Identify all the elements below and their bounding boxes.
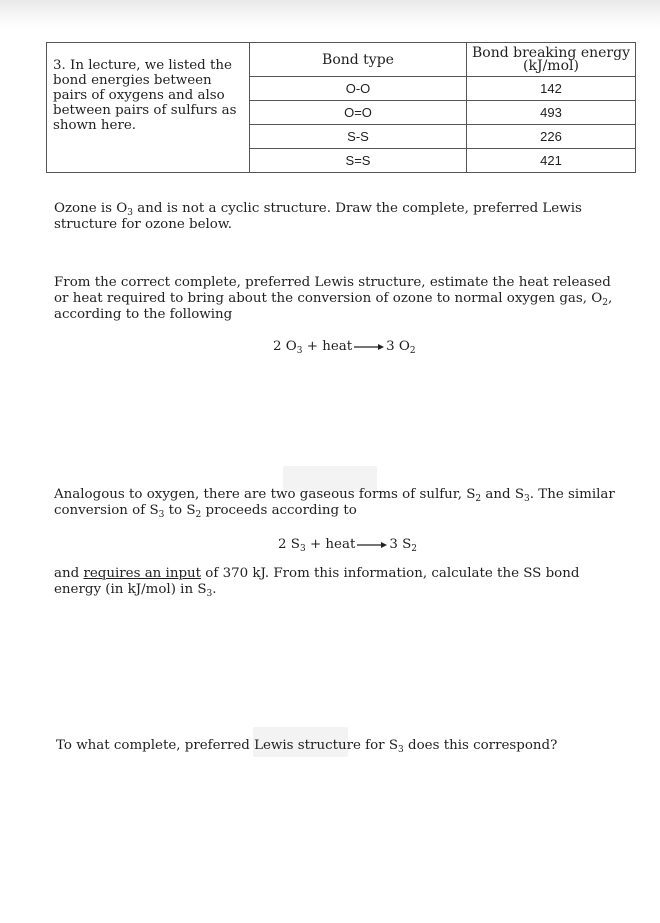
- subscript: 3: [524, 494, 530, 504]
- text-span: proceeds according to: [201, 503, 357, 518]
- text-span: From the correct complete, preferred Lewis structure, estimate the heat released or heat required to bring about the conversion of ozone to normal oxygen gas, O: [54, 275, 611, 306]
- bond-type-cell: O=O: [250, 101, 467, 125]
- bond-type-header: Bond type: [250, 43, 467, 77]
- bond-type-cell: S-S: [250, 125, 467, 149]
- equation-product: 3 O: [386, 339, 410, 354]
- ozone-heat-prompt: [54, 275, 624, 323]
- subscript: 2: [409, 346, 416, 356]
- bond-energy-header-line2: (kJ/mol): [523, 57, 579, 74]
- equation-reactant: 2 O: [273, 339, 297, 354]
- text-span: , according to the following: [54, 291, 613, 322]
- question-intro-cell: [47, 43, 250, 173]
- text-span: Ozone is O: [54, 201, 128, 216]
- bond-energy-table: [46, 42, 636, 173]
- reaction-arrow-icon: [356, 541, 388, 549]
- text-span: does this correspond?: [403, 738, 558, 753]
- subscript: 2: [195, 510, 202, 520]
- text-span: and is not a cyclic structure. Draw the complete, preferred Lewis structure for ozone below.: [54, 201, 582, 232]
- equation-heat: + heat: [305, 537, 356, 552]
- bond-energy-cell: 493: [467, 101, 636, 125]
- subscript: 3: [127, 208, 134, 218]
- text-span: .: [212, 582, 217, 597]
- text-span: and S: [481, 487, 525, 502]
- subscript: 3: [299, 544, 306, 554]
- bond-energy-header: [467, 43, 636, 77]
- bond-energy-cell: 226: [467, 125, 636, 149]
- subscript: 2: [602, 298, 608, 308]
- subscript: 2: [475, 494, 482, 504]
- ozone-equation: [273, 339, 416, 355]
- text-span: To what complete, preferred Lewis structure for S: [56, 738, 399, 753]
- ozone-lewis-prompt: [54, 201, 624, 233]
- text-span: of 370 kJ. From this information, calculate the SS bond energy (in kJ/mol) in S: [54, 566, 580, 597]
- bond-energy-cell: 142: [467, 77, 636, 101]
- table-header-row: [47, 43, 636, 77]
- subscript: 3: [158, 510, 165, 520]
- equation-product: 3 S: [389, 537, 412, 552]
- reaction-arrow-icon: [353, 343, 385, 351]
- bond-energy-cell: 421: [467, 149, 636, 173]
- question-intro: 3. In lecture, we listed the bond energies between pairs of oxygens and also between pairs of sulfurs as shown here.: [53, 58, 237, 133]
- sulfur-bond-energy-prompt: [54, 566, 594, 598]
- sulfur-equation: [278, 537, 417, 553]
- text-span: Analogous to oxygen, there are two gaseous forms of sulfur, S: [54, 487, 476, 502]
- subscript: 3: [398, 745, 404, 755]
- text-span: . The similar conversion of S: [54, 487, 615, 518]
- subscript: 3: [296, 346, 303, 356]
- scan-shadow: [0, 0, 660, 30]
- underlined-text: requires an input: [83, 566, 202, 581]
- sulfur-lewis-prompt: [56, 738, 626, 754]
- sulfur-conversion-prompt: [54, 487, 620, 519]
- bond-energy-header-line1: Bond breaking energy: [472, 44, 630, 61]
- text-span: to S: [164, 503, 196, 518]
- bond-type-cell: S=S: [250, 149, 467, 173]
- bond-type-cell: O-O: [250, 77, 467, 101]
- equation-heat: + heat: [302, 339, 353, 354]
- subscript: 2: [411, 544, 418, 554]
- text-span: and: [54, 566, 84, 581]
- subscript: 3: [206, 589, 213, 599]
- equation-reactant: 2 S: [278, 537, 300, 552]
